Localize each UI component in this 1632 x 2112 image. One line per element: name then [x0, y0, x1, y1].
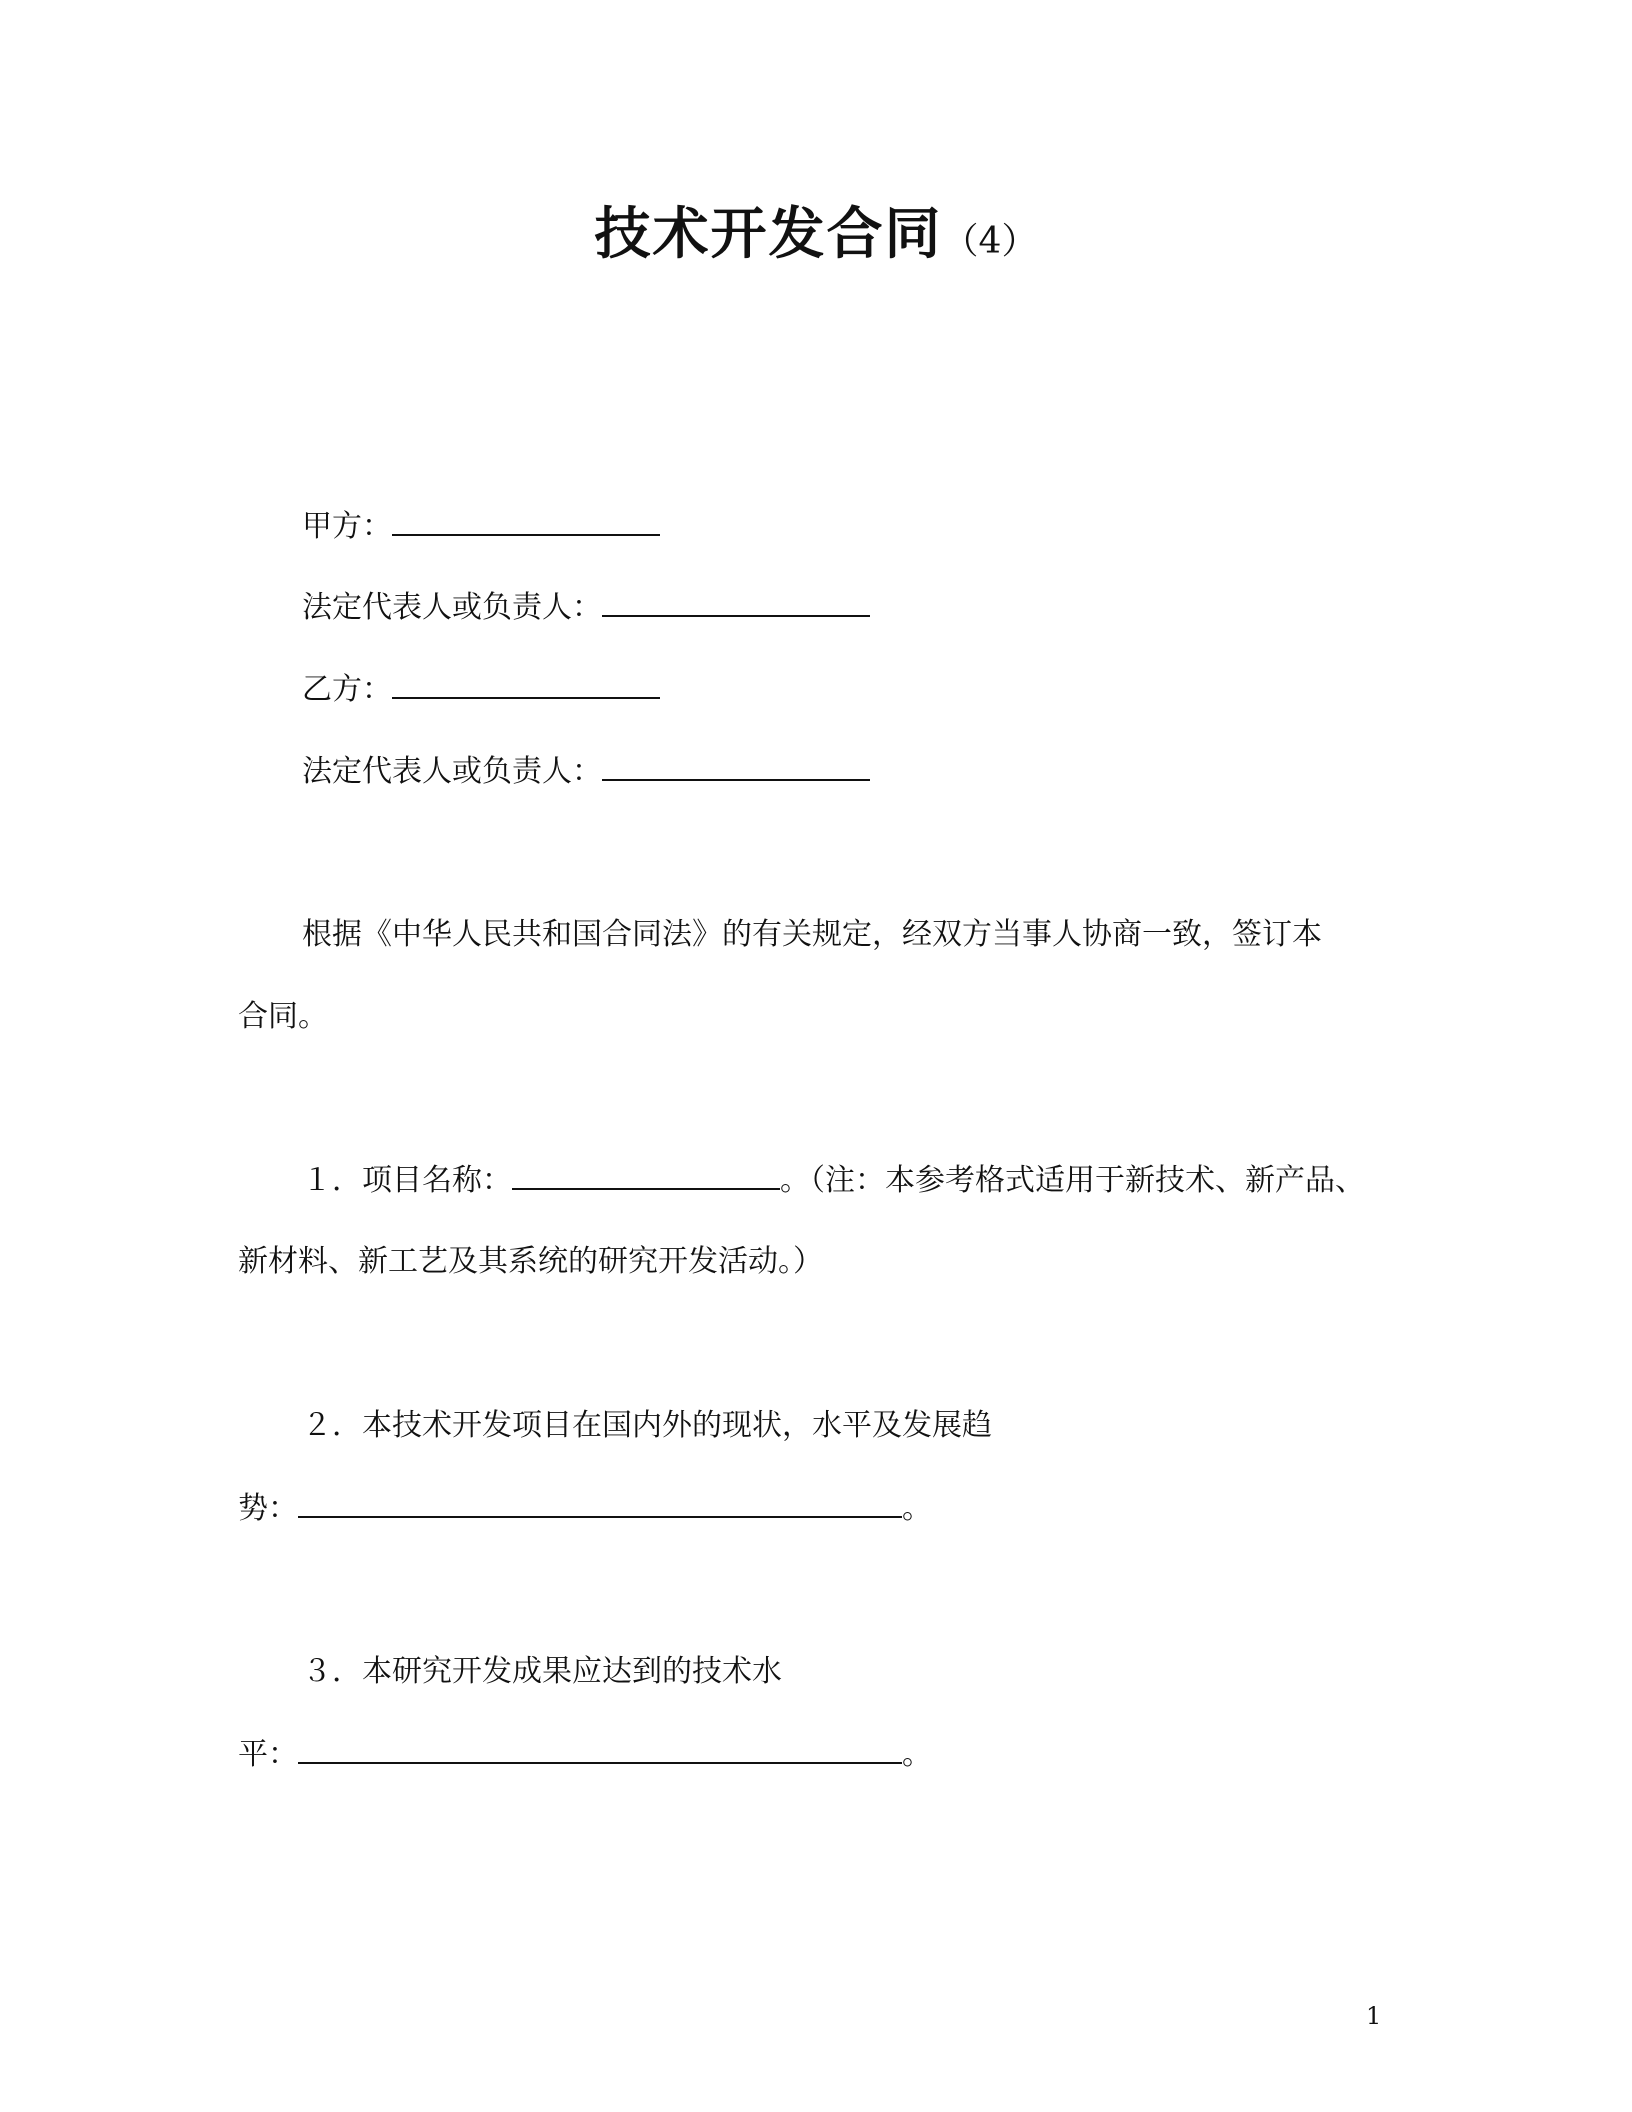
- clause-2-line-1: ２．本技术开发项目在国内外的现状，水平及发展趋: [302, 1408, 992, 1443]
- clause-3-line-2: [238, 1734, 932, 1775]
- party-b-label: 乙方：: [302, 672, 392, 707]
- preamble-line-1: 根据《中华人民共和国合同法》的有关规定，经双方当事人协商一致，签订本: [302, 917, 1322, 952]
- project-name-blank[interactable]: [512, 1160, 780, 1190]
- status-trend-blank[interactable]: [298, 1488, 902, 1518]
- title-suffix: （4）: [942, 221, 1038, 262]
- party-a-rep-row: [302, 587, 870, 628]
- document-title: [0, 190, 1632, 270]
- clause-2-end: 。: [902, 1491, 932, 1526]
- preamble-line-2: 合同。: [238, 999, 328, 1034]
- clause-3-end: 。: [902, 1737, 932, 1772]
- clause-2-label: 势：: [238, 1491, 298, 1526]
- clause-3-label: 平：: [238, 1737, 298, 1772]
- party-a-blank[interactable]: [392, 506, 660, 536]
- party-b-blank[interactable]: [392, 669, 660, 699]
- page-number: 1: [1366, 2002, 1382, 2030]
- tech-level-blank[interactable]: [298, 1734, 902, 1764]
- party-a-rep-label: 法定代表人或负责人：: [302, 590, 602, 625]
- clause-3-line-1: ３．本研究开发成果应达到的技术水: [302, 1654, 782, 1689]
- clause-1-note: 。（注：本参考格式适用于新技术、新产品、: [780, 1163, 1365, 1198]
- title-main: 技术开发合同: [594, 202, 943, 267]
- party-a-row: [302, 506, 660, 547]
- clause-1-label: １．项目名称：: [302, 1163, 512, 1198]
- party-a-rep-blank[interactable]: [602, 587, 870, 617]
- clause-1-line-2: 新材料、新工艺及其系统的研究开发活动。）: [238, 1244, 823, 1279]
- party-b-rep-row: [302, 751, 870, 792]
- clause-1-line-1: [302, 1160, 1365, 1201]
- party-b-rep-label: 法定代表人或负责人：: [302, 754, 602, 789]
- party-b-rep-blank[interactable]: [602, 751, 870, 781]
- party-b-row: [302, 669, 660, 710]
- party-a-label: 甲方：: [302, 509, 392, 544]
- clause-2-line-2: [238, 1488, 932, 1529]
